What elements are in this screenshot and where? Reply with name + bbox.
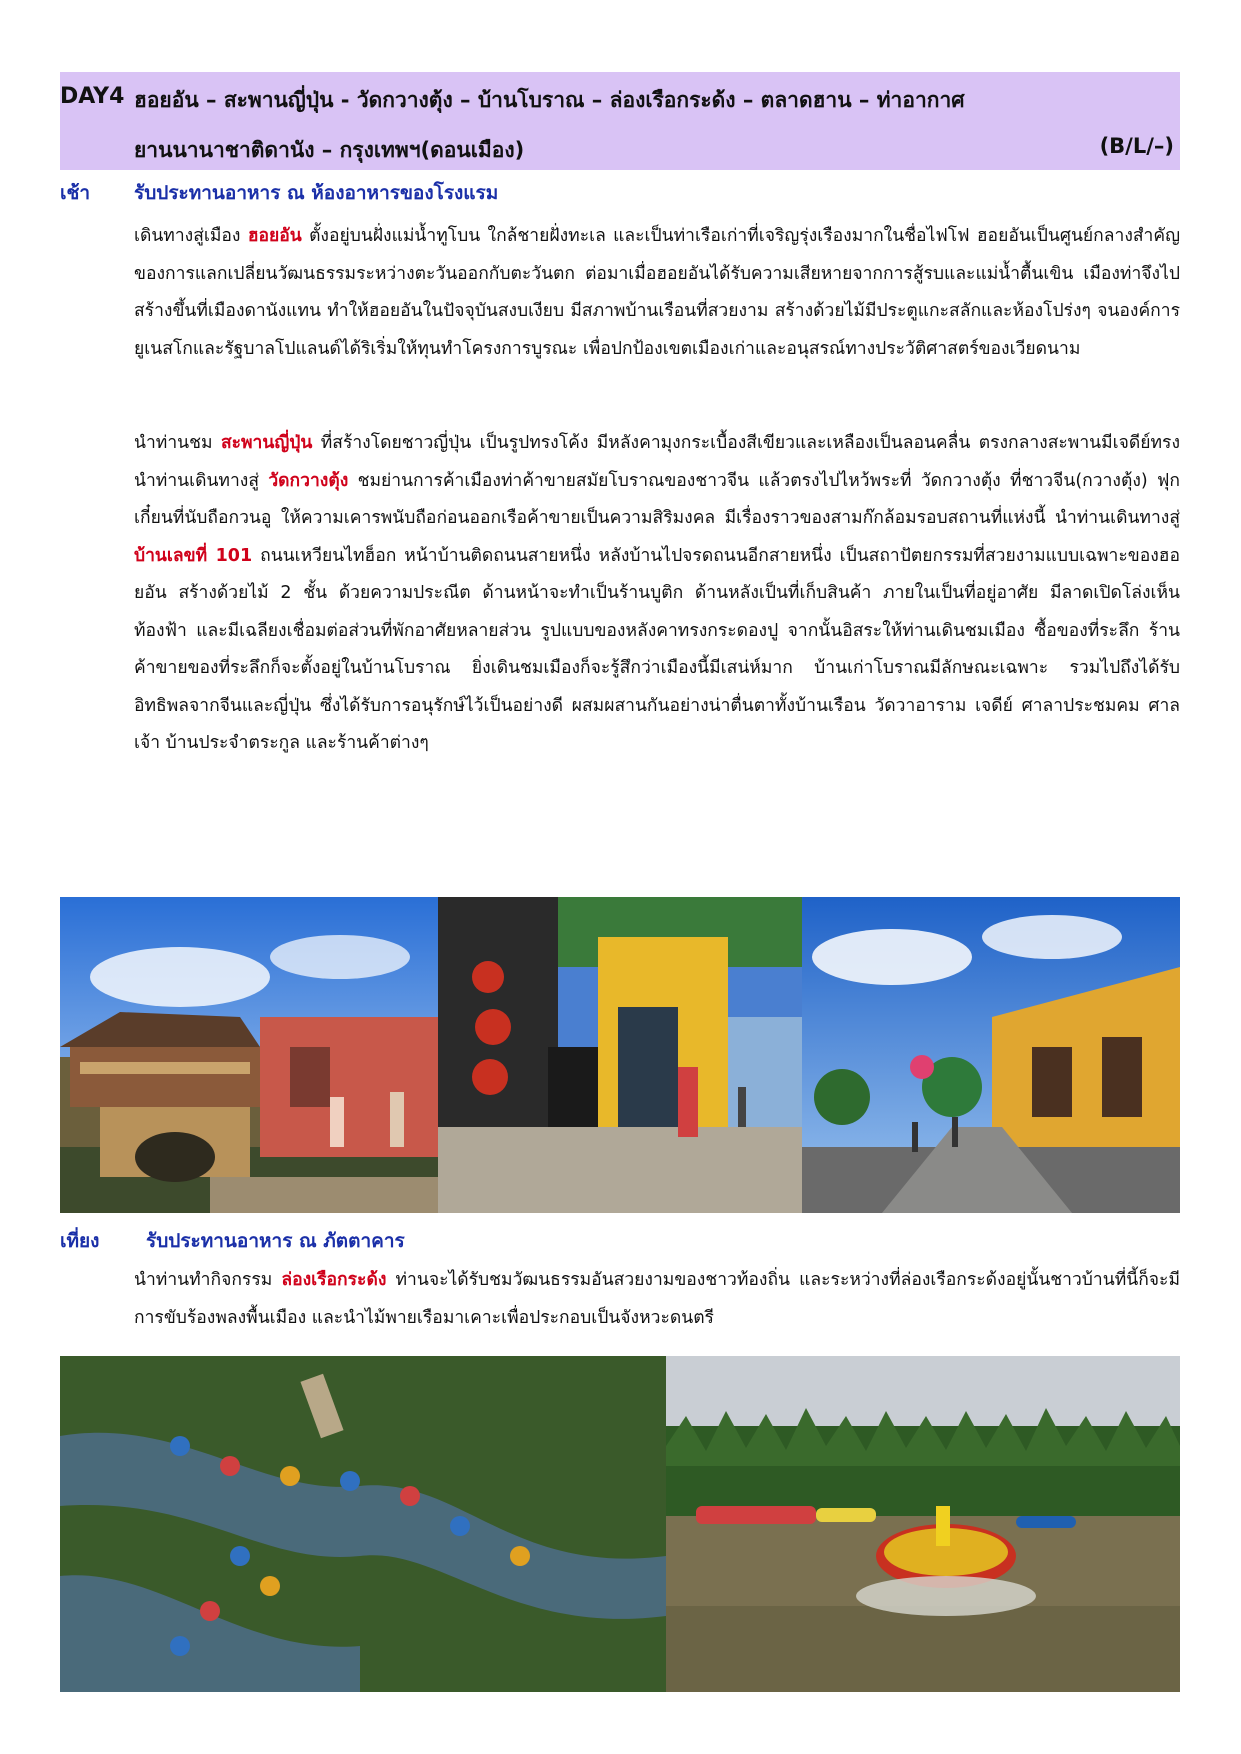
photo-street-lanterns	[438, 897, 802, 1213]
noon-label: เที่ยง	[60, 1230, 100, 1252]
highlight-cantonese-temple: วัดกวางตุ้ง	[268, 470, 349, 491]
morning-paragraph-1	[134, 218, 1180, 368]
photo-basket-boat-spinning	[666, 1356, 1180, 1692]
text-segment: นำท่านชม	[134, 433, 221, 453]
text-segment: ท่านจะได้รับชมวัฒนธรรมอันสวยงามของชาวท้องถิ่น และระหว่างที่ล่องเรือกระด้งอยู่นั้นชาวบ้านที่นี้ก็จะมีการขับร้องพลงพื้นเมือง และนำไม้พายเรือมาเคาะเพื่อประกอบเป็นจังหวะดนตรี	[134, 1270, 1180, 1328]
day-label: DAY4	[60, 84, 125, 109]
text-segment: ถนนเหวียนไทฮ็อก หน้าบ้านติดถนนสายหนึ่ง หลังบ้านไปจรดถนนอีกสายหนึ่ง เป็นสถาปัตยกรรมที่สวยงามแบบเฉพาะของฮอยอัน สร้างด้วยไม้ 2 ชั้น ด้วยความประณีต ด้านหน้าจะทำเป็นร้านบูติก ด้านหลังเป็นที่เก็บสินค้า ภายในเป็นที่อยู่อาศัย มีลาดเปิดโล่งเห็นท้องฟ้า และมีเฉลียงเชื่อมต่อส่วนที่พักอาศัยหลายส่วน รูปแบบของหลังคาทรงกระดองปู จากนั้นอิสระให้ท่านเดินชมเมือง ซื้อของที่ระลึก ร้านค้าขายของที่ระลึกก็จะตั้งอยู่ในบ้านโบราณ ยิ่งเดินชมเมืองก็จะรู้สึกว่าเมืองนี้มีเสน่ห์มาก บ้านเก่าโบราณมีลักษณะเฉพาะ รวมไปถึงได้รับอิทธิพลจากจีนและญี่ปุ่น ซึ่งได้รับการอนุรักษ์ไว้เป็นอย่างดี ผสมผสานกันอย่างน่าตื่นตาทั้งบ้านเรือน วัดวาอาราม เจดีย์ ศาลาประชมคม ศาลเจ้า บ้านประจำตระกูล และร้านค้าต่างๆ	[134, 545, 1180, 753]
morning-paragraph-2	[134, 425, 1180, 763]
text-segment: นำท่านทำกิจกรรม	[134, 1270, 282, 1290]
highlight-house-101: บ้านเลขที่ 101	[134, 545, 253, 566]
photo-basket-boats-aerial	[60, 1356, 666, 1692]
route-title-line2: ยานนานาชาติดานัง – กรุงเทพฯ(ดอนเมือง)	[134, 138, 525, 162]
photo-japanese-bridge	[60, 897, 438, 1213]
text-segment: เดินทางสู่เมือง	[134, 226, 248, 246]
noon-paragraph-1	[134, 1262, 1180, 1337]
text-segment: ที่สร้างโดยชาวญี่ปุ่น เป็นรูปทรงโค้ง มีหลังคามุงกระเบื้องสีเขียวและเหลืองเป็นลอนคลื่น ตรงกลางสะพานมีเจดีย์ทรง นำท่านเดินทางสู่	[134, 433, 1180, 491]
route-title-line1: ฮอยอัน – สะพานญี่ปุ่น - วัดกวางตุ้ง – บ้านโบราณ – ล่องเรือกระด้ง – ตลาดฮาน – ท่าอากาศ	[134, 88, 965, 112]
photo-old-town-street	[802, 897, 1180, 1213]
noon-meal: รับประทานอาหาร ณ ภัตตาคาร	[146, 1230, 405, 1252]
text-segment: ชมย่านการค้าเมืองท่าค้าขายสมัยโบราณของชาวจีน แล้วตรงไปไหว้พระที่ วัดกวางตุ้ง ที่ชาวจีน(กวางตุ้ง) ฟุกเกี๋ยนที่นับถือกวนอู ให้ความเคารพนับถือก่อนออกเรือค้าขายเป็นความสิริมงคล มีเรื่องราวของสามก๊กล้อมรอบสถานที่แห่งนี้ นำท่านเดินทางสู่	[134, 470, 1180, 528]
text-segment: ตั้งอยู่บนฝั่งแม่น้ำทูโบน ใกล้ชายฝั่งทะเล และเป็นท่าเรือเก่าที่เจริญรุ่งเรืองมากในชื่อไฟโฟ ฮอยอันเป็นศูนย์กลางสำคัญของการแลกเปลี่ยนวัฒนธรรมระหว่างตะวันออกกับตะวันตก ต่อมาเมื่อฮอยอันได้รับความเสียหายจากการสู้รบและแม่น้ำตื้นเขิน เมืองท่าจึงไปสร้างขึ้นที่เมืองดานังแทน ทำให้ฮอยอันในปัจจุบันสงบเงียบ มีสภาพบ้านเรือนที่สวยงาม สร้างด้วยไม้มีประตูแกะสลักและห้องโปร่งๆ จนองค์การยูเนสโกและรัฐบาลโปแลนด์ได้ริเริ่มให้ทุนทำโครงการบูรณะ เพื่อปกป้องเขตเมืองเก่าและอนุสรณ์ทางประวัติศาสตร์ของเวียดนาม	[134, 226, 1180, 359]
day-header-band	[60, 72, 1180, 170]
highlight-japanese-bridge: สะพานญี่ปุ่น	[220, 433, 313, 453]
meals-code: (B/L/–)	[1099, 134, 1174, 158]
morning-meal: รับประทานอาหาร ณ ห้องอาหารของโรงแรม	[134, 182, 499, 204]
highlight-hoi-an: ฮอยอัน	[247, 226, 302, 246]
morning-label: เช้า	[60, 182, 91, 204]
highlight-basket-boat: ล่องเรือกระด้ง	[281, 1270, 387, 1290]
